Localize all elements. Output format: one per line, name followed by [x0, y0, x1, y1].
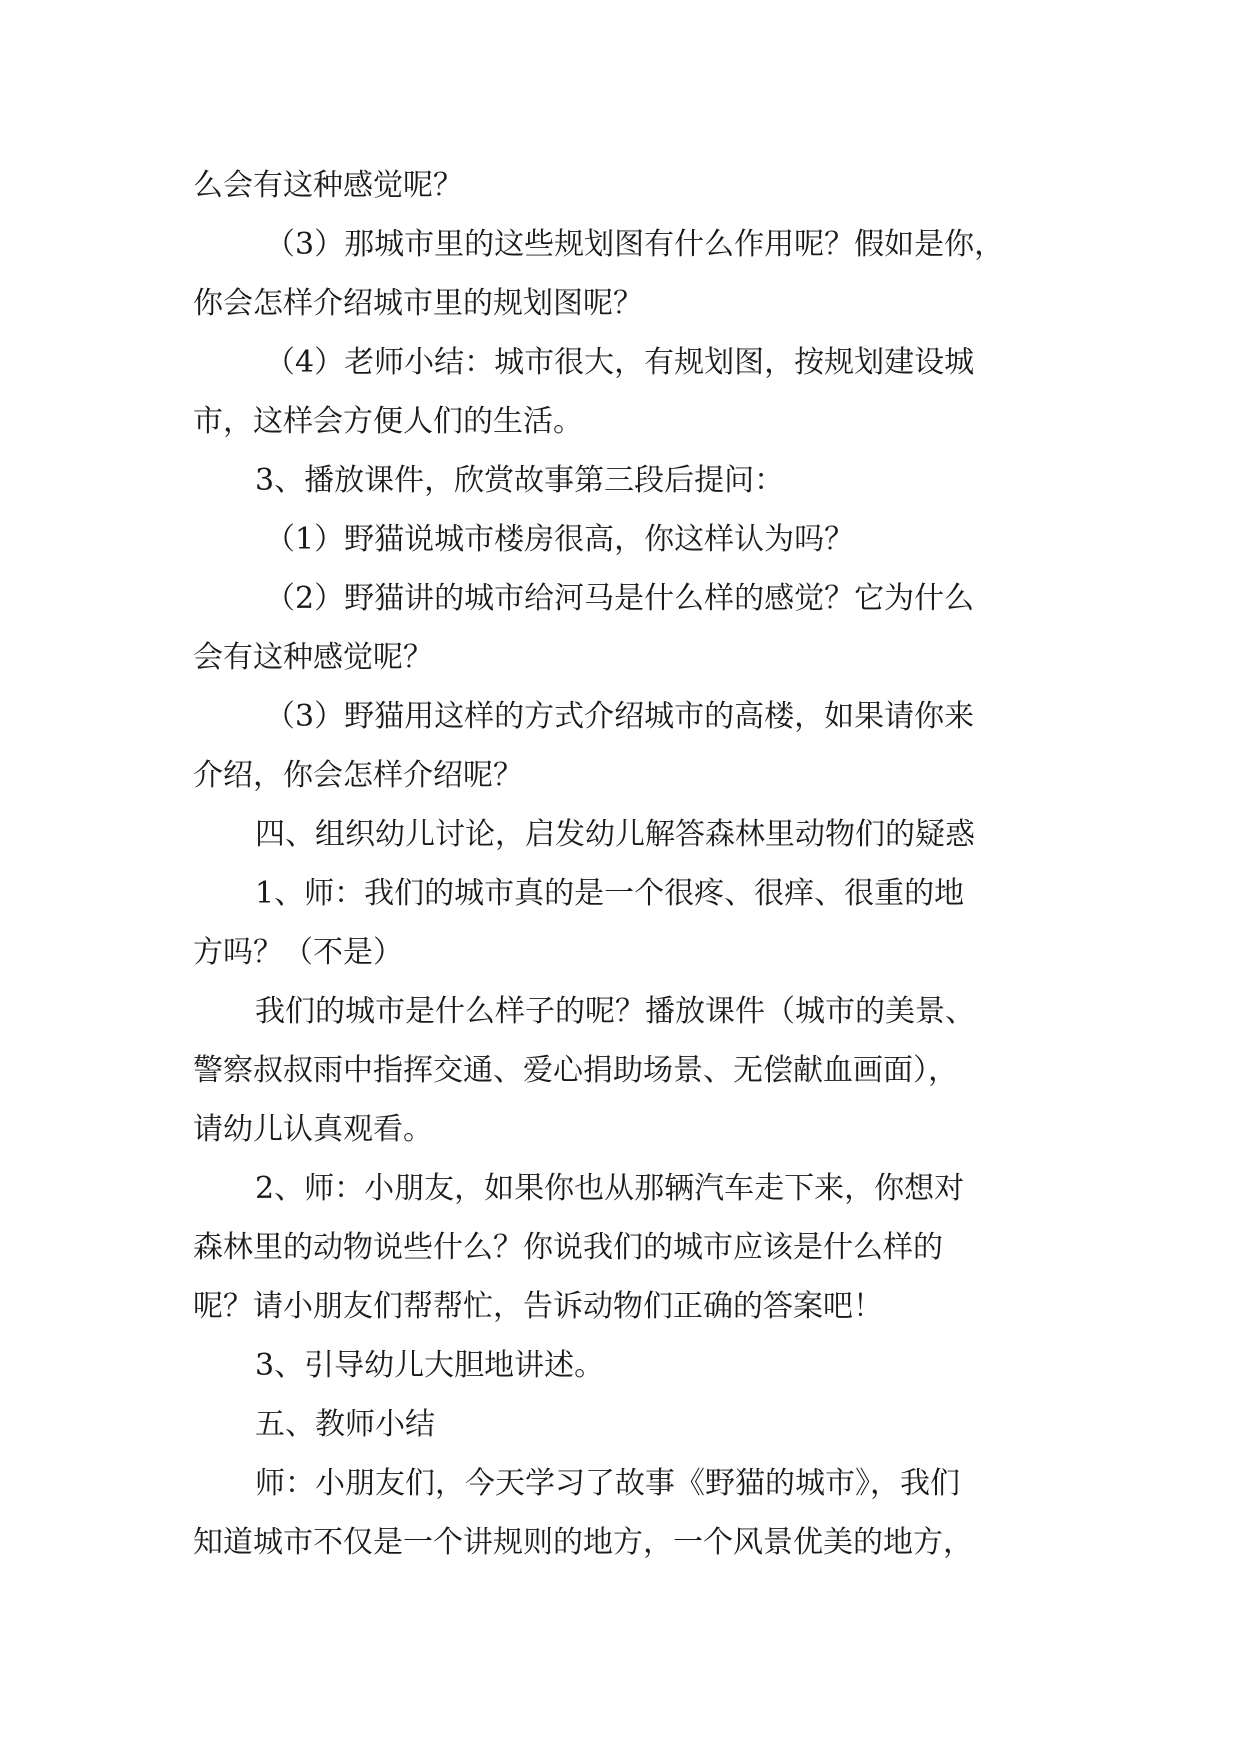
text-line: 市，这样会方便人们的生活。 — [193, 404, 583, 439]
text-line: 么会有这种感觉呢？ — [193, 168, 463, 203]
text-line: 五、教师小结 — [255, 1407, 435, 1442]
text-line: （4）老师小结：城市很大，有规划图，按规划建设城 — [265, 345, 975, 380]
text-line: 四、组织幼儿讨论，启发幼儿解答森林里动物们的疑惑 — [255, 817, 975, 852]
text-line: （3）野猫用这样的方式介绍城市的高楼，如果请你来 — [265, 699, 975, 734]
text-line: 请幼儿认真观看。 — [193, 1112, 433, 1147]
text-line: 知道城市不仅是一个讲规则的地方，一个风景优美的地方， — [193, 1525, 973, 1560]
text-line: 3、播放课件，欣赏故事第三段后提问： — [255, 463, 785, 498]
text-line: 介绍，你会怎样介绍呢？ — [193, 758, 523, 793]
text-line: （3）那城市里的这些规划图有什么作用呢？假如是你， — [265, 227, 1005, 262]
text-line: 警察叔叔雨中指挥交通、爱心捐助场景、无偿献血画面）， — [193, 1053, 958, 1088]
text-line: 你会怎样介绍城市里的规划图呢？ — [193, 286, 643, 321]
text-line: 森林里的动物说些什么？你说我们的城市应该是什么样的 — [193, 1230, 943, 1265]
text-line: 1、师：我们的城市真的是一个很疼、很痒、很重的地 — [255, 876, 965, 911]
text-line: 呢？请小朋友们帮帮忙，告诉动物们正确的答案吧！ — [193, 1289, 883, 1324]
text-line: 2、师：小朋友，如果你也从那辆汽车走下来，你想对 — [255, 1171, 965, 1206]
text-line: 我们的城市是什么样子的呢？播放课件（城市的美景、 — [255, 994, 975, 1029]
text-line: 方吗？（不是） — [193, 935, 403, 970]
text-line: 师：小朋友们，今天学习了故事《野猫的城市》，我们 — [255, 1466, 960, 1501]
text-line: 3、引导幼儿大胆地讲述。 — [255, 1348, 605, 1383]
text-line: （1）野猫说城市楼房很高，你这样认为吗？ — [265, 522, 855, 557]
text-line: （2）野猫讲的城市给河马是什么样的感觉？它为什么 — [265, 581, 975, 616]
text-line: 会有这种感觉呢？ — [193, 640, 433, 675]
